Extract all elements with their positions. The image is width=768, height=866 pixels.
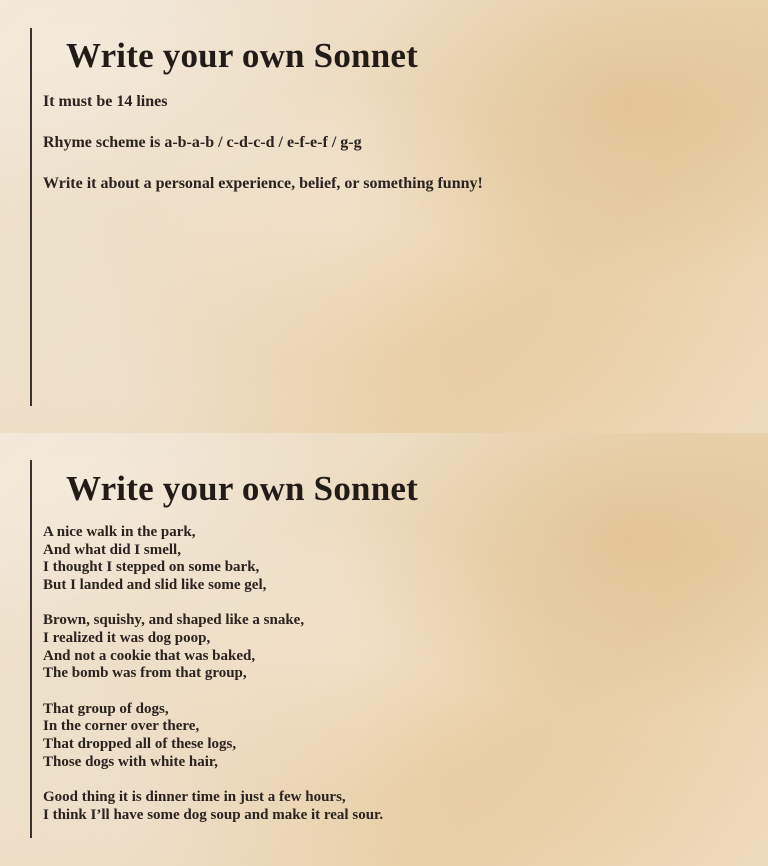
stanza-3 [43, 701, 383, 772]
stanza-1 [43, 524, 383, 595]
slide-title: Write your own Sonnet [66, 36, 418, 75]
accent-line [30, 460, 32, 838]
instruction-line-count: It must be 14 lines [43, 93, 168, 110]
poem-line: I thought I stepped on some bark, [43, 559, 260, 576]
poem-line: Those dogs with white hair, [43, 753, 218, 770]
poem-line: That dropped all of these logs, [43, 736, 237, 753]
poem-line: And not a cookie that was baked, [43, 647, 256, 664]
instruction-topic: Write it about a personal experience, belief, or something funny! [43, 175, 483, 192]
poem-line: I think I’ll have some dog soup and make it real sour. [43, 806, 384, 823]
couplet [43, 789, 383, 824]
sonnet-poem [43, 524, 383, 824]
slide-title: Write your own Sonnet [66, 469, 418, 508]
poem-line: Good thing it is dinner time in just a few hours, [43, 788, 346, 805]
slide-sonnet [0, 433, 768, 866]
poem-line: In the corner over there, [43, 718, 200, 735]
poem-line: Brown, squishy, and shaped like a snake, [43, 612, 305, 629]
poem-line: The bomb was from that group, [43, 665, 247, 682]
poem-line: And what did I smell, [43, 541, 181, 558]
poem-line: A nice walk in the park, [43, 524, 196, 540]
instruction-list [43, 92, 483, 215]
poem-line: That group of dogs, [43, 700, 169, 717]
poem-line: I realized it was dog poop, [43, 630, 211, 647]
poem-line: But I landed and slid like some gel, [43, 577, 267, 594]
accent-line [30, 28, 32, 406]
instruction-rhyme-scheme: Rhyme scheme is a-b-a-b / c-d-c-d / e-f-e-f / g-g [43, 134, 362, 151]
stanza-2 [43, 612, 383, 683]
